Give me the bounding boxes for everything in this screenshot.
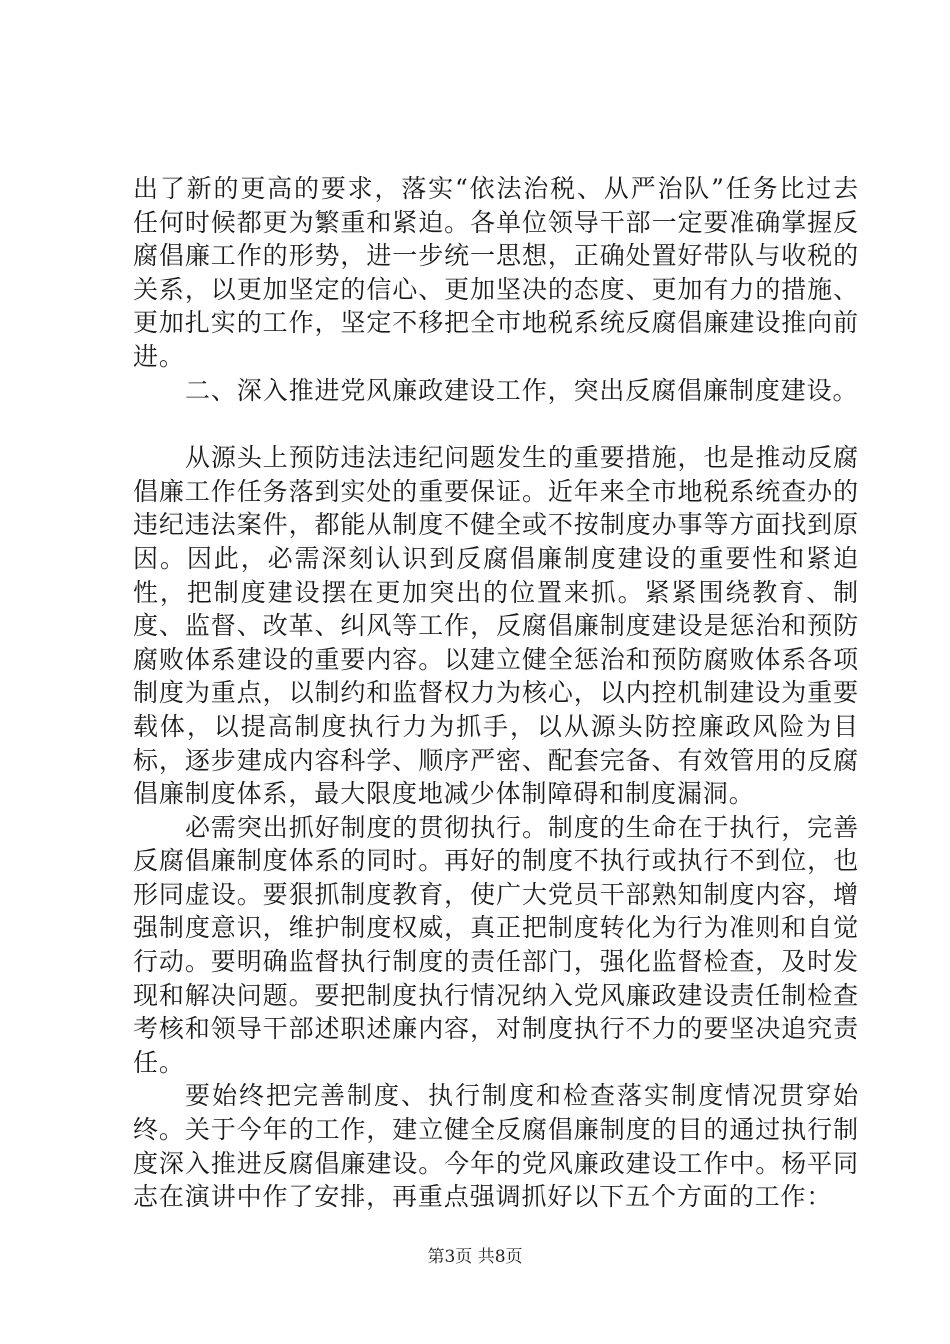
page-number-footer: 第3页 共8页 [427,1247,523,1267]
paragraph-system-execution: 必需突出抓好制度的贯彻执行。制度的生命在于执行，完善反腐倡廉制度体系的同时。再好的制度不执行或执行不到位，也形同虚设。要狠抓制度教育，使广大党员干部熟知制度内容，增强制度意识，维护制度权威，真正把制度转化为行为准则和自觉行动。要明确监督执行制度的责任部门，强化监督检查，及时发现和解决问题。要把制度执行情况纳入党风廉政建设责任制检查考核和领导干部述职述廉内容，对制度执行不力的要坚决追究责任。 [133,812,859,1077]
paragraph-yearly-work: 要始终把完善制度、执行制度和检查落实制度情况贯穿始终。关于今年的工作，建立健全反腐倡廉制度的目的通过执行制度深入推进反腐倡廉建设。今年的党风廉政建设工作中。杨平同志在演讲中作了安排，再重点强调抓好以下五个方面的工作： [133,1081,859,1212]
paragraph-continuation: 出了新的更高的要求，落实“依法治税、从严治队”任务比过去任何时候都更为繁重和紧迫。各单位领导干部一定要准确掌握反腐倡廉工作的形势，进一步统一思想，正确处置好带队与收税的关系，以更加坚定的信心、更加坚决的态度、更加有力的措施、更加扎实的工作，坚定不移把全市地税系统反腐倡廉建设推向前进。 [133,174,859,371]
paragraph-source-prevention: 从源头上预防违法违纪问题发生的重要措施，也是推动反腐倡廉工作任务落到实处的重要保证。近年来全市地税系统查办的违纪违法案件，都能从制度不健全或不按制度办事等方面找到原因。因此，必需深刻认识到反腐倡廉制度建设的重要性和紧迫性，把制度建设摆在更加突出的位置来抓。紧紧围绕教育、制度、监督、改革、纠风等工作，反腐倡廉制度建设是惩治和预防腐败体系建设的重要内容。以建立健全惩治和预防腐败体系各项制度为重点，以制约和监督权力为核心，以内控机制建设为重要载体，以提高制度执行力为抓手，以从源头防控廉政风险为目标，逐步建成内容科学、顺序严密、配套完备、有效管用的反腐倡廉制度体系，最大限度地减少体制障碍和制度漏洞。 [133,443,859,809]
section-heading: 二、深入推进党风廉政建设工作，突出反腐倡廉制度建设。 [185,375,859,405]
document-body [133,172,859,1214]
